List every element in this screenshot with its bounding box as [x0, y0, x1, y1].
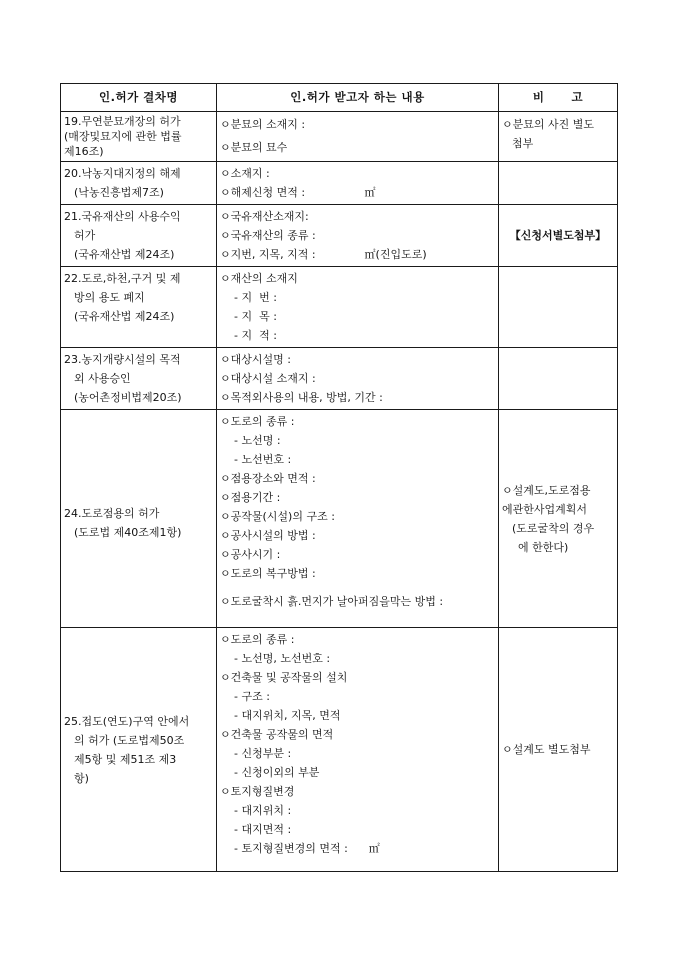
- permit-table: [60, 83, 618, 872]
- row-24-content-line: - 노선명 :: [234, 434, 281, 447]
- row-23-name-line: 외 사용승인: [74, 372, 131, 385]
- row-23-name: [61, 348, 217, 410]
- row-24-content-line: ㅇ도로의 종류 :: [220, 415, 295, 428]
- row-23-content: [217, 348, 499, 410]
- row-23-content-line: ㅇ목적외사용의 내용, 방법, 기간 :: [220, 391, 383, 404]
- row-21-content-line: ㅇ지번, 지목, 지적 : ㎡(진입도로): [220, 248, 427, 261]
- row-22-content-line: - 지 적 :: [234, 329, 277, 342]
- row-25-name-line: 제5항 및 제51조 제3: [74, 752, 177, 766]
- row-19-name: [61, 112, 217, 162]
- row-22-content-line: - 지 목 :: [234, 310, 277, 323]
- row-24-content-line: ㅇ공사시기 :: [220, 548, 281, 561]
- row-25-name-line: 의 허가 (도로법제50조: [74, 733, 185, 747]
- row-19-note: [499, 112, 618, 162]
- row-25-content-line: ㅇ도로의 종류 :: [220, 633, 295, 646]
- row-25-content-line: ㅇ건축물 공작물의 면적: [220, 728, 334, 741]
- row-24-note: [499, 410, 618, 628]
- row-20-name-line: (낙농진흥법제7조): [74, 186, 164, 199]
- row-21-name: [61, 205, 217, 267]
- row-24-content-line: ㅇ공작물(시설)의 구조 :: [220, 510, 335, 523]
- row-22-name-line: (국유재산법 제24조): [74, 310, 175, 323]
- row-24-content-line: ㅇ공사시설의 방법 :: [220, 529, 316, 542]
- table-header-row: [61, 84, 618, 112]
- row-25-name-line: 항): [74, 771, 89, 785]
- row-21-content-line: ㅇ국유재산소재지:: [220, 210, 309, 223]
- row-24-note-line: (도로굴착의 경우: [512, 521, 595, 535]
- row-22-content-line: ㅇ재산의 소재지: [220, 272, 298, 285]
- row-23-name-line: (농어촌정비법제20조): [74, 391, 182, 404]
- row-25-content-line: - 대지위치, 지목, 면적: [234, 709, 341, 722]
- row-24-content-line: ㅇ도로의 복구방법 :: [220, 567, 316, 580]
- row-24-name: [61, 410, 217, 628]
- row-19-content: [217, 112, 499, 162]
- row-24-content-line: - 노선번호 :: [234, 453, 292, 466]
- row-25-content-line: - 대지위치 :: [234, 804, 292, 817]
- row-24-content-line: ㅇ점용장소와 면적 :: [220, 472, 316, 485]
- row-22-note: [499, 267, 618, 348]
- table-row-22: [61, 267, 618, 348]
- row-22-name: [61, 267, 217, 348]
- row-23-name-line: 23.농지개량시설의 목적: [64, 353, 181, 366]
- row-25-content-line: ㅇ토지형질변경: [220, 785, 295, 798]
- row-25-content-line: - 신청이외의 부분: [234, 766, 320, 779]
- row-24-content-line: ㅇ점용기간 :: [220, 491, 281, 504]
- row-19-content-line: ㅇ분묘의 소재지 :: [220, 118, 306, 131]
- row-25-note: [499, 628, 618, 872]
- row-19-name-line: (매장및묘지에 관한 법률: [64, 130, 182, 143]
- header-remarks: 비 고: [499, 84, 618, 112]
- row-24-content-line: ㅇ도로굴착시 흙.먼지가 날아퍼짐을막는 방법 :: [220, 595, 444, 608]
- row-25-content-line: - 토지형질변경의 면적 : ㎡: [234, 842, 380, 855]
- row-25-name: [61, 628, 217, 872]
- row-23-content-line: ㅇ대상시설명 :: [220, 353, 291, 366]
- row-21-name-line: 21.국유재산의 사용수익: [64, 210, 181, 223]
- row-21-name-line: (국유재산법 제24조): [74, 248, 175, 261]
- table-row-25: [61, 628, 618, 872]
- row-25-content-line: ㅇ건축물 및 공작물의 설치: [220, 671, 348, 684]
- row-21-content-line: ㅇ국유재산의 종류 :: [220, 229, 316, 242]
- table-row-20: [61, 162, 618, 205]
- row-20-name: [61, 162, 217, 205]
- row-20-content-line: ㅇ소재지 :: [220, 167, 270, 180]
- row-19-name-line: 19.무연분묘개장의 허가: [64, 115, 181, 128]
- row-20-content-line: ㅇ해제신청 면적 : ㎡: [220, 186, 376, 199]
- row-25-content: [217, 628, 499, 872]
- header-procedure-name: 인.허가 결차명: [61, 84, 217, 112]
- row-19-content-line: ㅇ분묘의 묘수: [220, 141, 288, 154]
- row-22-name-line: 22.도로,하천,구거 및 제: [64, 272, 181, 285]
- row-24-note-line: 에 한한다): [518, 540, 569, 554]
- header-content: 인.허가 받고자 하는 내용: [217, 84, 499, 112]
- row-23-note: [499, 348, 618, 410]
- row-25-content-line: - 노선명, 노선번호 :: [234, 652, 331, 665]
- row-25-content-line: - 신청부분 :: [234, 747, 292, 760]
- row-24-note-line: ㅇ설계도,도로점용: [502, 483, 591, 497]
- row-24-content: [217, 410, 499, 628]
- row-24-name-line: 24.도로점용의 허가: [64, 506, 160, 520]
- row-19-name-line: 제16조): [64, 145, 104, 158]
- row-21-name-line: 허가: [74, 229, 96, 242]
- row-22-content: [217, 267, 499, 348]
- row-20-name-line: 20.낙농지대지정의 해제: [64, 167, 181, 180]
- row-24-name-line: (도로법 제40조제1항): [74, 525, 182, 539]
- table-row-21: [61, 205, 618, 267]
- row-25-content-line: - 구조 :: [234, 690, 270, 703]
- row-25-name-line: 25.접도(연도)구역 안에서: [64, 714, 190, 728]
- row-20-note: [499, 162, 618, 205]
- row-21-note: [499, 205, 618, 267]
- row-25-note-line: ㅇ설계도 별도첨부: [502, 743, 591, 756]
- table-row-23: [61, 348, 618, 410]
- table-row-19: [61, 112, 618, 162]
- row-20-content: [217, 162, 499, 205]
- row-22-content-line: - 지 번 :: [234, 291, 277, 304]
- row-21-content: [217, 205, 499, 267]
- row-19-note-line: ㅇ분묘의 사진 별도: [502, 118, 595, 131]
- row-25-content-line: - 대지면적 :: [234, 823, 292, 836]
- row-21-note-line: 【신청서별도첨부】: [509, 229, 607, 242]
- row-22-name-line: 방의 용도 폐지: [74, 291, 145, 304]
- table-row-24: [61, 410, 618, 628]
- row-23-content-line: ㅇ대상시설 소재지 :: [220, 372, 316, 385]
- row-19-note-line: 첨부: [512, 137, 534, 150]
- row-24-note-line: 에관한사업계획서: [502, 502, 588, 516]
